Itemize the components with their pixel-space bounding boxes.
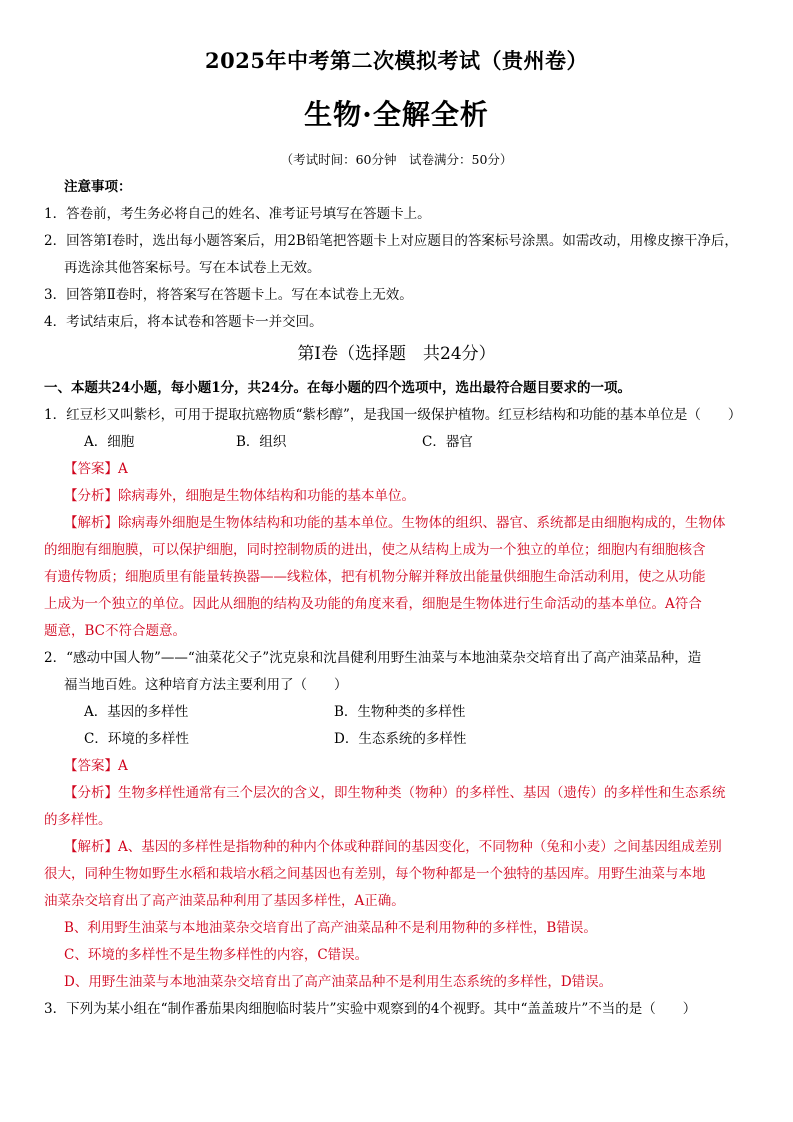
question-1-options: [44, 429, 752, 456]
question-2-analysis: 的多样性。: [44, 812, 112, 828]
question-2-stem: 2．“感动中国人物”——“油菜花父子”沈克泉和沈昌健利用野生油菜与本地油菜杂交培育出了高产油菜品种，造: [44, 650, 702, 666]
question-2-explain-line: 【解析】A、基因的多样性是指物种的种内个体或种群间的基因变化，不同物种（兔和小麦）之间基因组成差别: [64, 839, 722, 855]
section-description: 一、本题共24小题，每小题1分，共24分。在每小题的四个选项中，选出最符合题目要求的一项。: [44, 380, 631, 396]
notice-title: 注意事项：: [64, 179, 132, 195]
notice-item: 3．回答第Ⅱ卷时，将答案写在答题卡上。写在本试卷上无效。: [44, 287, 413, 303]
question-3-stem: 3．下列为某小组在“制作番茄果肉细胞临时装片”实验中观察到的4个视野。其中“盖盖玻片”不当的是（ ）: [44, 1001, 697, 1017]
question-1-explain-line: 【解析】除病毒外细胞是生物体结构和功能的基本单位。生物体的组织、器官、系统都是由细胞构成的，生物体: [64, 515, 726, 531]
question-1-explain-line: 题意，BC不符合题意。: [44, 623, 187, 639]
question-1-answer: 【答案】A: [64, 461, 128, 477]
question-2-explain-line: D、用野生油菜与本地油菜杂交培育出了高产油菜品种不是利用生态系统的多样性，D错误。: [64, 974, 613, 990]
question-2-options: [44, 726, 752, 753]
exam-title: 2025年中考第二次模拟考试（贵州卷）: [205, 48, 588, 73]
option-c: C．环境的多样性: [84, 731, 189, 747]
option-a: A．细胞: [84, 434, 135, 450]
question-1-explain-line: 上成为一个独立的单位。因此从细胞的结构及功能的角度来看，细胞是生物体进行生命活动的基本单位。A符合: [44, 596, 702, 612]
exam-info: （考试时间：60分钟 试卷满分：50分）: [280, 152, 513, 167]
notice-item: 2．回答第Ⅰ卷时，选出每小题答案后，用2B铅笔把答题卡上对应题目的答案标号涂黑。如需改动，用橡皮擦干净后，: [44, 233, 738, 249]
question-2-options: [44, 699, 752, 726]
question-2-explain-line: 很大，同种生物如野生水稻和栽培水稻之间基因也有差别，每个物种都是一个独特的基因库。用野生油菜与本地: [44, 866, 706, 882]
question-2-answer: 【答案】A: [64, 758, 128, 774]
exam-subtitle: 生物·全解全析: [304, 98, 489, 131]
notice-item: 4．考试结束后，将本试卷和答题卡一并交回。: [44, 314, 323, 330]
option-b: B．组织: [236, 434, 287, 450]
option-c: C．器官: [422, 434, 473, 450]
option-a: A．基因的多样性: [84, 704, 189, 720]
question-2-stem: 福当地百姓。这种培育方法主要利用了（ ）: [64, 677, 348, 693]
questions: [44, 375, 752, 1023]
option-d: D．生态系统的多样性: [334, 731, 467, 747]
section-title: 第Ⅰ卷（选择题 共24分）: [297, 344, 496, 364]
question-1-explain-line: 的细胞有细胞膜，可以保护细胞，同时控制物质的进出，使之从结构上成为一个独立的单位；细胞内有细胞核含: [44, 542, 706, 558]
question-1-stem: 1．红豆杉又叫紫杉，可用于提取抗癌物质“紫杉醇”，是我国一级保护植物。红豆杉结构和功能的基本单位是（ ）: [44, 407, 742, 423]
question-2-explain-line: 油菜杂交培育出了高产油菜品种利用了基因多样性，A正确。: [44, 893, 405, 909]
notice-item: 再选涂其他答案标号。写在本试卷上无效。: [64, 260, 321, 276]
option-b: B．生物种类的多样性: [334, 704, 466, 720]
question-2-explain-line: B、利用野生油菜与本地油菜杂交培育出了高产油菜品种不是利用物种的多样性，B错误。: [64, 920, 597, 936]
question-1-analysis: 【分析】除病毒外，细胞是生物体结构和功能的基本单位。: [64, 488, 415, 504]
question-2-explain-line: C、环境的多样性不是生物多样性的内容，C错误。: [64, 947, 369, 963]
question-2-analysis: 【分析】生物多样性通常有三个层次的含义，即生物种类（物种）的多样性、基因（遗传）的多样性和生态系统: [64, 785, 726, 801]
question-1-explain-line: 有遗传物质；细胞质里有能量转换器——线粒体，把有机物分解并释放出能量供细胞生命活动利用，使之从功能: [44, 569, 706, 585]
notice-item: 1．答卷前，考生务必将自己的姓名、准考证号填写在答题卡上。: [44, 206, 431, 222]
notice-list: [44, 201, 752, 336]
